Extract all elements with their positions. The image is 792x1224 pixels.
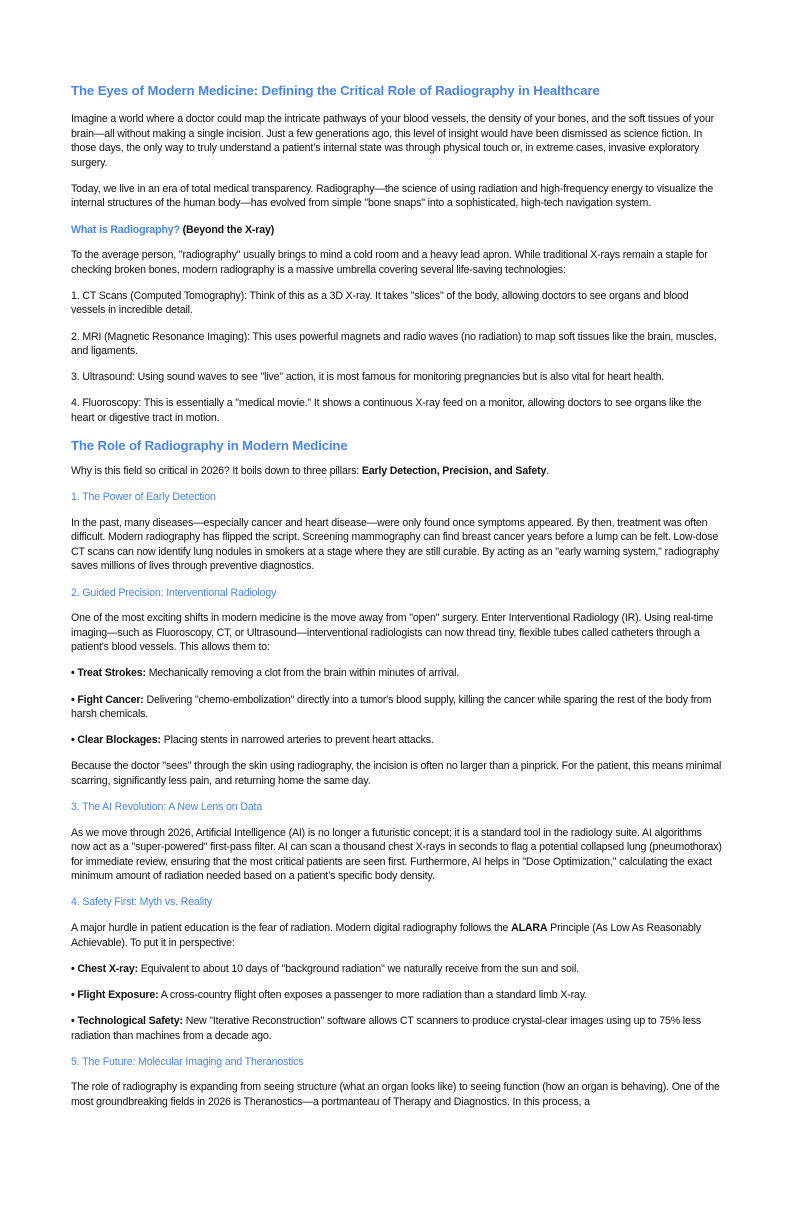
section-ai-revolution-body: As we move through 2026, Artificial Intelligence (AI) is no longer a futuristic concept; it is a standard tool in the radiology suite. AI algorithms now act as a "super-powered" first-pass filter. AI can scan a thousand chest X-rays in seconds to flag a potential collapsed lung (pneumothorax) for immediate review, ensuring that the most critical patients are seen first. Furthermore, AI helps in "Dose Optimization," calculating the exact minimum amount of radiation needed based on a patient’s specific body density. — [71, 826, 722, 883]
bullet-label: • Clear Blockages: — [71, 734, 161, 747]
role-intro-pillars: Early Detection, Precision, and Safety — [361, 465, 547, 477]
section-safety-heading: 4. Safety First: Myth vs. Reality — [71, 896, 213, 909]
bullet-fight-cancer — [71, 693, 723, 722]
role-intro-end: . — [546, 465, 550, 477]
document-title: The Eyes of Modern Medicine: Defining the Critical Role of Radiography in Healthcare — [71, 83, 600, 98]
section-early-detection-heading: 1. The Power of Early Detection — [71, 491, 216, 504]
section-guided-precision-heading: 2. Guided Precision: Interventional Radiology — [71, 586, 277, 599]
section-safety-body — [71, 921, 723, 950]
bullet-text: A cross-country flight often exposes a passenger to more radiation than a standard limb X-ray. — [158, 988, 587, 1001]
bullet-label: • Chest X-ray: — [71, 962, 138, 975]
technology-item-fluoroscopy: 4. Fluoroscopy: This is essentially a "medical movie." It shows a continuous X-ray feed on a monitor, allowing doctors to see organs like the heart or digestive tract in motion. — [71, 397, 702, 424]
technology-item-mri: 2. MRI (Magnetic Resonance Imaging): This uses powerful magnets and radio waves (no radiation) to map soft tissues like the brain, muscles, and ligaments. — [71, 330, 717, 358]
bullet-treat-strokes — [71, 666, 723, 681]
what-is-body: To the average person, "radiography" usually brings to mind a cold room and a heavy lead apron. While traditional X-rays remain a staple for checking broken bones, modern radiography is a massive umbrella covering several life-saving technologies: — [71, 249, 708, 276]
bullet-flight-exposure — [71, 988, 723, 1003]
section-guided-precision-closing: Because the doctor "sees" through the skin using radiography, the incision is often no larger than a pinprick. For the patient, this means minimal scarring, significantly less pain, and returning home the same day. — [71, 760, 722, 787]
bullet-label: • Fight Cancer: — [71, 693, 144, 706]
what-is-heading-blue: What is Radiography? — [71, 223, 180, 236]
section-future-body: The role of radiography is expanding from seeing structure (what an organ looks like) to seeing function (how an organ is behaving). One of the most groundbreaking fields in 2026 is Theranostics—a portmanteau of Therapy and Diagnostics. In this process, a — [71, 1081, 720, 1108]
bullet-text: Delivering "chemo-embolization" directly into a tumor's blood supply, killing the cancer while sparing the rest of the body from harsh chemicals. — [71, 693, 712, 721]
role-intro-text: Why is this field so critical in 2026? It boils down to three pillars: — [71, 465, 362, 477]
safety-body-post: Principle (As Low As Reasonably Achievable). To put it in perspective: — [71, 922, 701, 949]
bullet-chest-xray — [71, 962, 723, 977]
intro-paragraph-1: Imagine a world where a doctor could map the intricate pathways of your blood vessels, the density of your bones, and the soft tissues of your brain—all without making a single incision. Just a few generations ago, this level of insight would have been dismissed as science fiction. In those days, the only way to truly understand a patient’s internal state was through physical touch or, in extreme cases, invasive exploratory surgery. — [71, 113, 714, 169]
role-intro — [71, 464, 723, 479]
safety-body-pre: A major hurdle in patient education is the fear of radiation. Modern digital radiography follows the — [71, 922, 512, 935]
section-ai-revolution-heading: 3. The AI Revolution: A New Lens on Data — [71, 801, 263, 813]
section-early-detection-body: In the past, many diseases—especially cancer and heart disease—were only found once symptoms appeared. By then, treatment was often difficult. Modern radiography has flipped the script. Screening mammography can find breast cancer years before a lump can be felt. Low-dose CT scans can now identify lung nodules in smokers at a stage where they are still curable. By acting as an "early warning system," radiography saves millions of lives through preventive diagnostics. — [71, 516, 719, 573]
bullet-text: New "Iterative Reconstruction" software allows CT scanners to produce crystal-clear images using up to 75% less radiation than machines from a decade ago. — [71, 1014, 702, 1042]
bullet-label: • Technological Safety: — [71, 1014, 183, 1027]
bullet-text: Placing stents in narrowed arteries to prevent heart attacks. — [160, 734, 434, 747]
document-page — [71, 82, 723, 1121]
what-is-heading-black: (Beyond the X-ray) — [179, 223, 275, 236]
what-is-radiography-heading — [71, 223, 723, 238]
bullet-label: • Treat Strokes: — [71, 667, 146, 680]
section-guided-precision-body: One of the most exciting shifts in modern medicine is the move away from "open" surgery. Enter Interventional Radiology (IR). Using real-time imaging—such as Fluoroscopy, CT, or Ultrasound—interventional radiologists can now thread tiny, flexible tubes called catheters through a patient's blood vessels. This allows them to: — [71, 612, 714, 654]
intro-paragraph-2: Today, we live in an era of total medical transparency. Radiography—the science of using radiation and high-frequency energy to visualize the internal structures of the human body—has evolved from simple "bone snaps" into a sophisticated, high-tech navigation system. — [71, 182, 714, 210]
technology-item-ct: 1. CT Scans (Computed Tomography): Think of this as a 3D X-ray. It takes "slices" of the body, allowing doctors to see organs and blood vessels in incredible detail. — [71, 289, 689, 317]
bullet-label: • Flight Exposure: — [71, 988, 159, 1001]
role-heading: The Role of Radiography in Modern Medicine — [71, 438, 348, 453]
bullet-technological-safety — [71, 1014, 723, 1043]
bullet-text: Mechanically removing a clot from the brain within minutes of arrival. — [145, 667, 460, 680]
bullet-clear-blockages — [71, 733, 723, 748]
alara-term: ALARA — [511, 922, 548, 935]
bullet-text: Equivalent to about 10 days of "background radiation" we naturally receive from the sun and soil. — [137, 962, 579, 975]
technology-item-ultrasound: 3. Ultrasound: Using sound waves to see "live" action, it is most famous for monitoring pregnancies but is also vital for heart health. — [71, 371, 665, 384]
section-future-heading: 5. The Future: Molecular Imaging and Theranostics — [71, 1055, 304, 1068]
